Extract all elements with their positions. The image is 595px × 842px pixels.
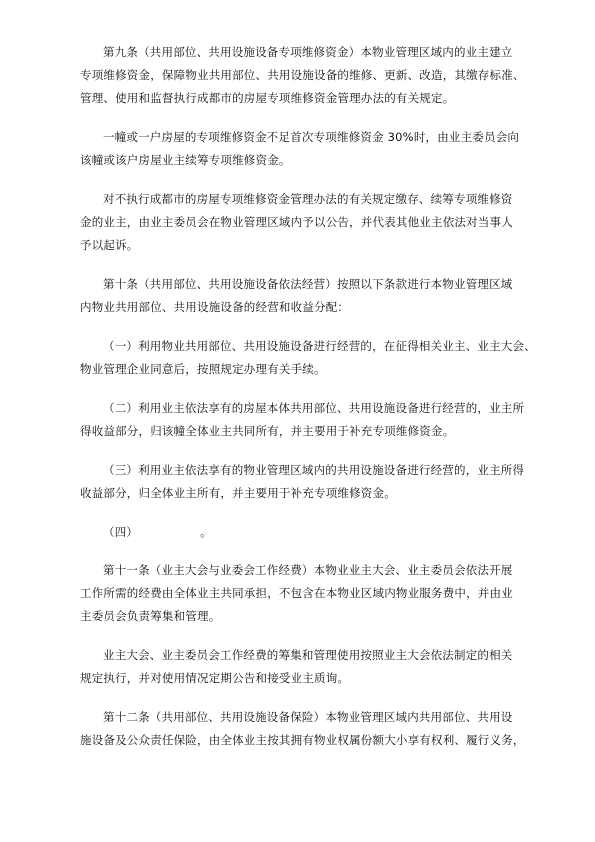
- text-line: 管理、使用和监督执行成都市的房屋专项维修资金管理办法的有关规定。: [80, 91, 455, 105]
- clause-4-label: （四）: [103, 525, 139, 539]
- text-line: 第九条（共用部位、共用设施设备专项维修资金）本物业管理区域内的业主建立: [103, 45, 513, 59]
- text-line: 内物业共用部位、共用设施设备的经营和收益分配：: [80, 300, 350, 314]
- text-line: 物业管理企业同意后，按照规定办理有关手续。: [80, 362, 326, 376]
- text-line: 金的业主，由业主委员会在物业管理区域内予以公告，并代表其他业主依法对当事人: [80, 215, 513, 229]
- text-line: 主委员会负责筹集和管理。: [80, 609, 221, 623]
- text-line: 专项维修资金，保障物业共用部位、共用设施设备的维修、更新、改造，其缴存标准、: [80, 68, 525, 82]
- text-line: 施设备及公众责任保险，由全体业主按其拥有物业权属份额大小享有权利、履行义务，: [80, 733, 525, 747]
- text-line: 得收益部分，归该幢全体业主共同所有，并主要用于补充专项维修资金。: [80, 424, 455, 438]
- text-line: 工作所需的经费由全体业主共同承担，不包含在本物业区域内物业服务费中，并由业: [80, 586, 513, 600]
- text-line: 一幢或一户房屋的专项维修资金不足首次专项维修资金 30%时，由业主委员会向: [103, 130, 520, 144]
- text-line: （三）利用业主依法享有的物业管理区域内的共用设施设备进行经营的，业主所得: [103, 463, 525, 477]
- text-line: （二）利用业主依法享有的房屋本体共用部位、共用设施设备进行经营的，业主所: [103, 401, 525, 415]
- text-line: 规定执行，并对使用情况定期公告和接受业主质询。: [80, 671, 350, 685]
- text-line: 第十一条（业主大会与业委会工作经费）本物业业主大会、业主委员会依法开展: [103, 563, 513, 577]
- clause-4-end: 。: [200, 525, 212, 539]
- text-line: [103, 525, 212, 540]
- text-line: 该幢或该户房屋业主续筹专项维修资金。: [80, 153, 291, 167]
- text-line: 予以起诉。: [80, 238, 139, 252]
- text-line: （一）利用物业共用部位、共用设施设备进行经营的，在征得相关业主、业主大会、: [103, 339, 536, 353]
- text-line: 对不执行成都市的房屋专项维修资金管理办法的有关规定缴存、续筹专项维修资: [103, 192, 513, 206]
- text-line: 收益部分，归全体业主所有，并主要用于补充专项维修资金。: [80, 486, 396, 500]
- text-line: 第十条（共用部位、共用设施设备依法经营）按照以下条款进行本物业管理区域: [103, 277, 513, 291]
- text-line: 第十二条（共用部位、共用设施设备保险）本物业管理区域内共用部位、共用设: [103, 710, 513, 724]
- text-line: 业主大会、业主委员会工作经费的筹集和管理使用按照业主大会依法制定的相关: [103, 648, 513, 662]
